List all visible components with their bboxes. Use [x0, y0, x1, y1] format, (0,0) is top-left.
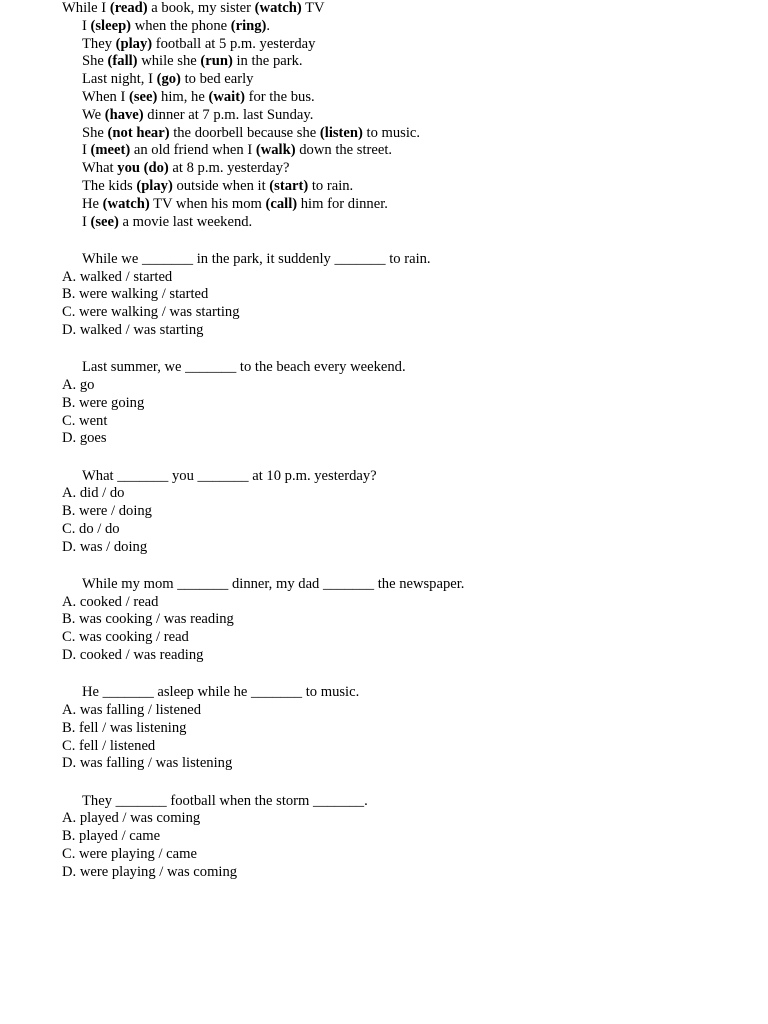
question-stem: They _______ football when the storm _______.: [82, 792, 368, 809]
verb-prompt: (meet): [90, 142, 131, 159]
verb-prompt: (walk): [255, 142, 296, 159]
answer-option: D. was falling / was listening: [62, 755, 233, 772]
sentence-text: I: [82, 17, 91, 34]
sentence-text: TV when his mom: [149, 195, 266, 212]
worksheet-content: [62, 0, 742, 882]
sentence-text: She: [82, 124, 108, 141]
verb-prompt: (play): [136, 177, 173, 194]
sentence-text: him, he: [157, 88, 209, 105]
question-stem: Last summer, we _______ to the beach every weekend.: [82, 359, 406, 376]
question-stem: He _______ asleep while he _______ to music.: [82, 684, 360, 701]
answer-option: A. cooked / read: [62, 593, 159, 610]
exercise-sentence: [62, 107, 742, 125]
sentence-text: I: [82, 213, 91, 230]
spacer: [62, 556, 742, 575]
spacer: [62, 340, 742, 359]
exercise-sentence: [62, 196, 742, 214]
question-block: [62, 359, 742, 448]
answer-option: B. were going: [62, 394, 145, 411]
answer-option: C. were walking / was starting: [62, 304, 240, 321]
verb-prompt: (read): [109, 0, 148, 16]
question-block: [62, 251, 742, 340]
spacer: [62, 773, 742, 792]
verb-prompt: (ring): [230, 17, 267, 34]
verb-prompt: (run): [200, 53, 233, 70]
answer-option: D. were playing / was coming: [62, 863, 238, 880]
sentence-text: when the phone: [131, 17, 231, 34]
answer-option: B. played / came: [62, 828, 161, 845]
sentence-text: When I: [82, 88, 130, 105]
verb-prompt: (have): [104, 106, 144, 123]
sentence-text: While I: [62, 0, 110, 16]
exercise-sentence: [62, 178, 742, 196]
answer-option: D. walked / was starting: [62, 321, 204, 338]
verb-prompt: you (do): [117, 160, 169, 177]
sentence-text: dinner at 7 p.m. last Sunday.: [143, 106, 314, 123]
answer-option: A. did / do: [62, 485, 125, 502]
answer-option: B. were / doing: [62, 503, 152, 520]
verb-exercise-sentences: [62, 0, 742, 231]
sentence-text: to music.: [362, 124, 421, 141]
sentence-text: him for dinner.: [297, 195, 388, 212]
exercise-sentence: [62, 125, 742, 143]
sentence-text: for the bus.: [244, 88, 315, 105]
answer-option: A. go: [62, 376, 95, 393]
sentence-text: at 8 p.m. yesterday?: [168, 160, 290, 177]
answer-option: C. do / do: [62, 520, 120, 537]
sentence-text: the doorbell because she: [169, 124, 320, 141]
question-stem: What _______ you _______ at 10 p.m. yesterday?: [82, 467, 377, 484]
answer-option: A. walked / started: [62, 268, 173, 285]
sentence-text: He: [82, 195, 103, 212]
exercise-sentence: [62, 142, 742, 160]
sentence-text: TV: [301, 0, 325, 16]
exercise-sentence: [62, 0, 742, 18]
answer-option: A. was falling / listened: [62, 702, 202, 719]
question-block: [62, 576, 742, 665]
exercise-sentence: [62, 160, 742, 178]
verb-prompt: (see): [90, 213, 119, 230]
spacer: [62, 231, 742, 250]
sentence-text: in the park.: [232, 53, 303, 70]
answer-option: A. played / was coming: [62, 810, 201, 827]
question-stem: While we _______ in the park, it suddenly _______ to rain.: [82, 250, 431, 267]
sentence-text: outside when it: [172, 177, 270, 194]
verb-prompt: (not hear): [107, 124, 170, 141]
question-block: [62, 684, 742, 773]
verb-prompt: (fall): [107, 53, 138, 70]
answer-option: D. goes: [62, 430, 107, 447]
exercise-sentence: [62, 71, 742, 89]
verb-prompt: (see): [129, 88, 158, 105]
answer-option: B. was cooking / was reading: [62, 611, 234, 628]
sentence-text: to bed early: [180, 71, 254, 88]
multiple-choice-questions: [62, 231, 742, 881]
sentence-text: down the street.: [295, 142, 393, 159]
sentence-text: She: [82, 53, 108, 70]
exercise-sentence: [62, 18, 742, 36]
sentence-text: to rain.: [308, 177, 354, 194]
sentence-text: What: [82, 160, 118, 177]
answer-option: C. was cooking / read: [62, 629, 189, 646]
question-block: [62, 468, 742, 557]
verb-prompt: (wait): [208, 88, 245, 105]
verb-prompt: (listen): [319, 124, 363, 141]
sentence-text: The kids: [82, 177, 137, 194]
exercise-sentence: [62, 89, 742, 107]
answer-option: C. fell / listened: [62, 737, 156, 754]
answer-option: D. was / doing: [62, 538, 148, 555]
exercise-sentence: [62, 53, 742, 71]
sentence-text: We: [82, 106, 105, 123]
sentence-text: football at 5 p.m. yesterday: [152, 35, 316, 52]
answer-option: B. fell / was listening: [62, 719, 187, 736]
answer-option: C. went: [62, 412, 108, 429]
verb-prompt: (watch): [254, 0, 302, 16]
verb-prompt: (play): [115, 35, 153, 52]
question-block: [62, 793, 742, 882]
verb-prompt: (call): [265, 195, 298, 212]
verb-prompt: (start): [269, 177, 309, 194]
sentence-text: an old friend when I: [130, 142, 256, 159]
sentence-text: Last night, I: [82, 71, 157, 88]
sentence-text: a movie last weekend.: [118, 213, 253, 230]
spacer: [62, 448, 742, 467]
answer-option: D. cooked / was reading: [62, 647, 204, 664]
sentence-text: They: [82, 35, 116, 52]
verb-prompt: (go): [156, 71, 181, 88]
sentence-text: a book, my sister: [147, 0, 255, 16]
question-stem: While my mom _______ dinner, my dad _______ the newspaper.: [82, 575, 465, 592]
exercise-sentence: [62, 214, 742, 232]
sentence-text: while she: [137, 53, 201, 70]
answer-option: C. were playing / came: [62, 846, 197, 863]
exercise-sentence: [62, 36, 742, 54]
spacer: [62, 665, 742, 684]
verb-prompt: (sleep): [90, 17, 132, 34]
sentence-text: I: [82, 142, 91, 159]
sentence-text: .: [266, 17, 271, 34]
verb-prompt: (watch): [102, 195, 150, 212]
answer-option: B. were walking / started: [62, 286, 209, 303]
